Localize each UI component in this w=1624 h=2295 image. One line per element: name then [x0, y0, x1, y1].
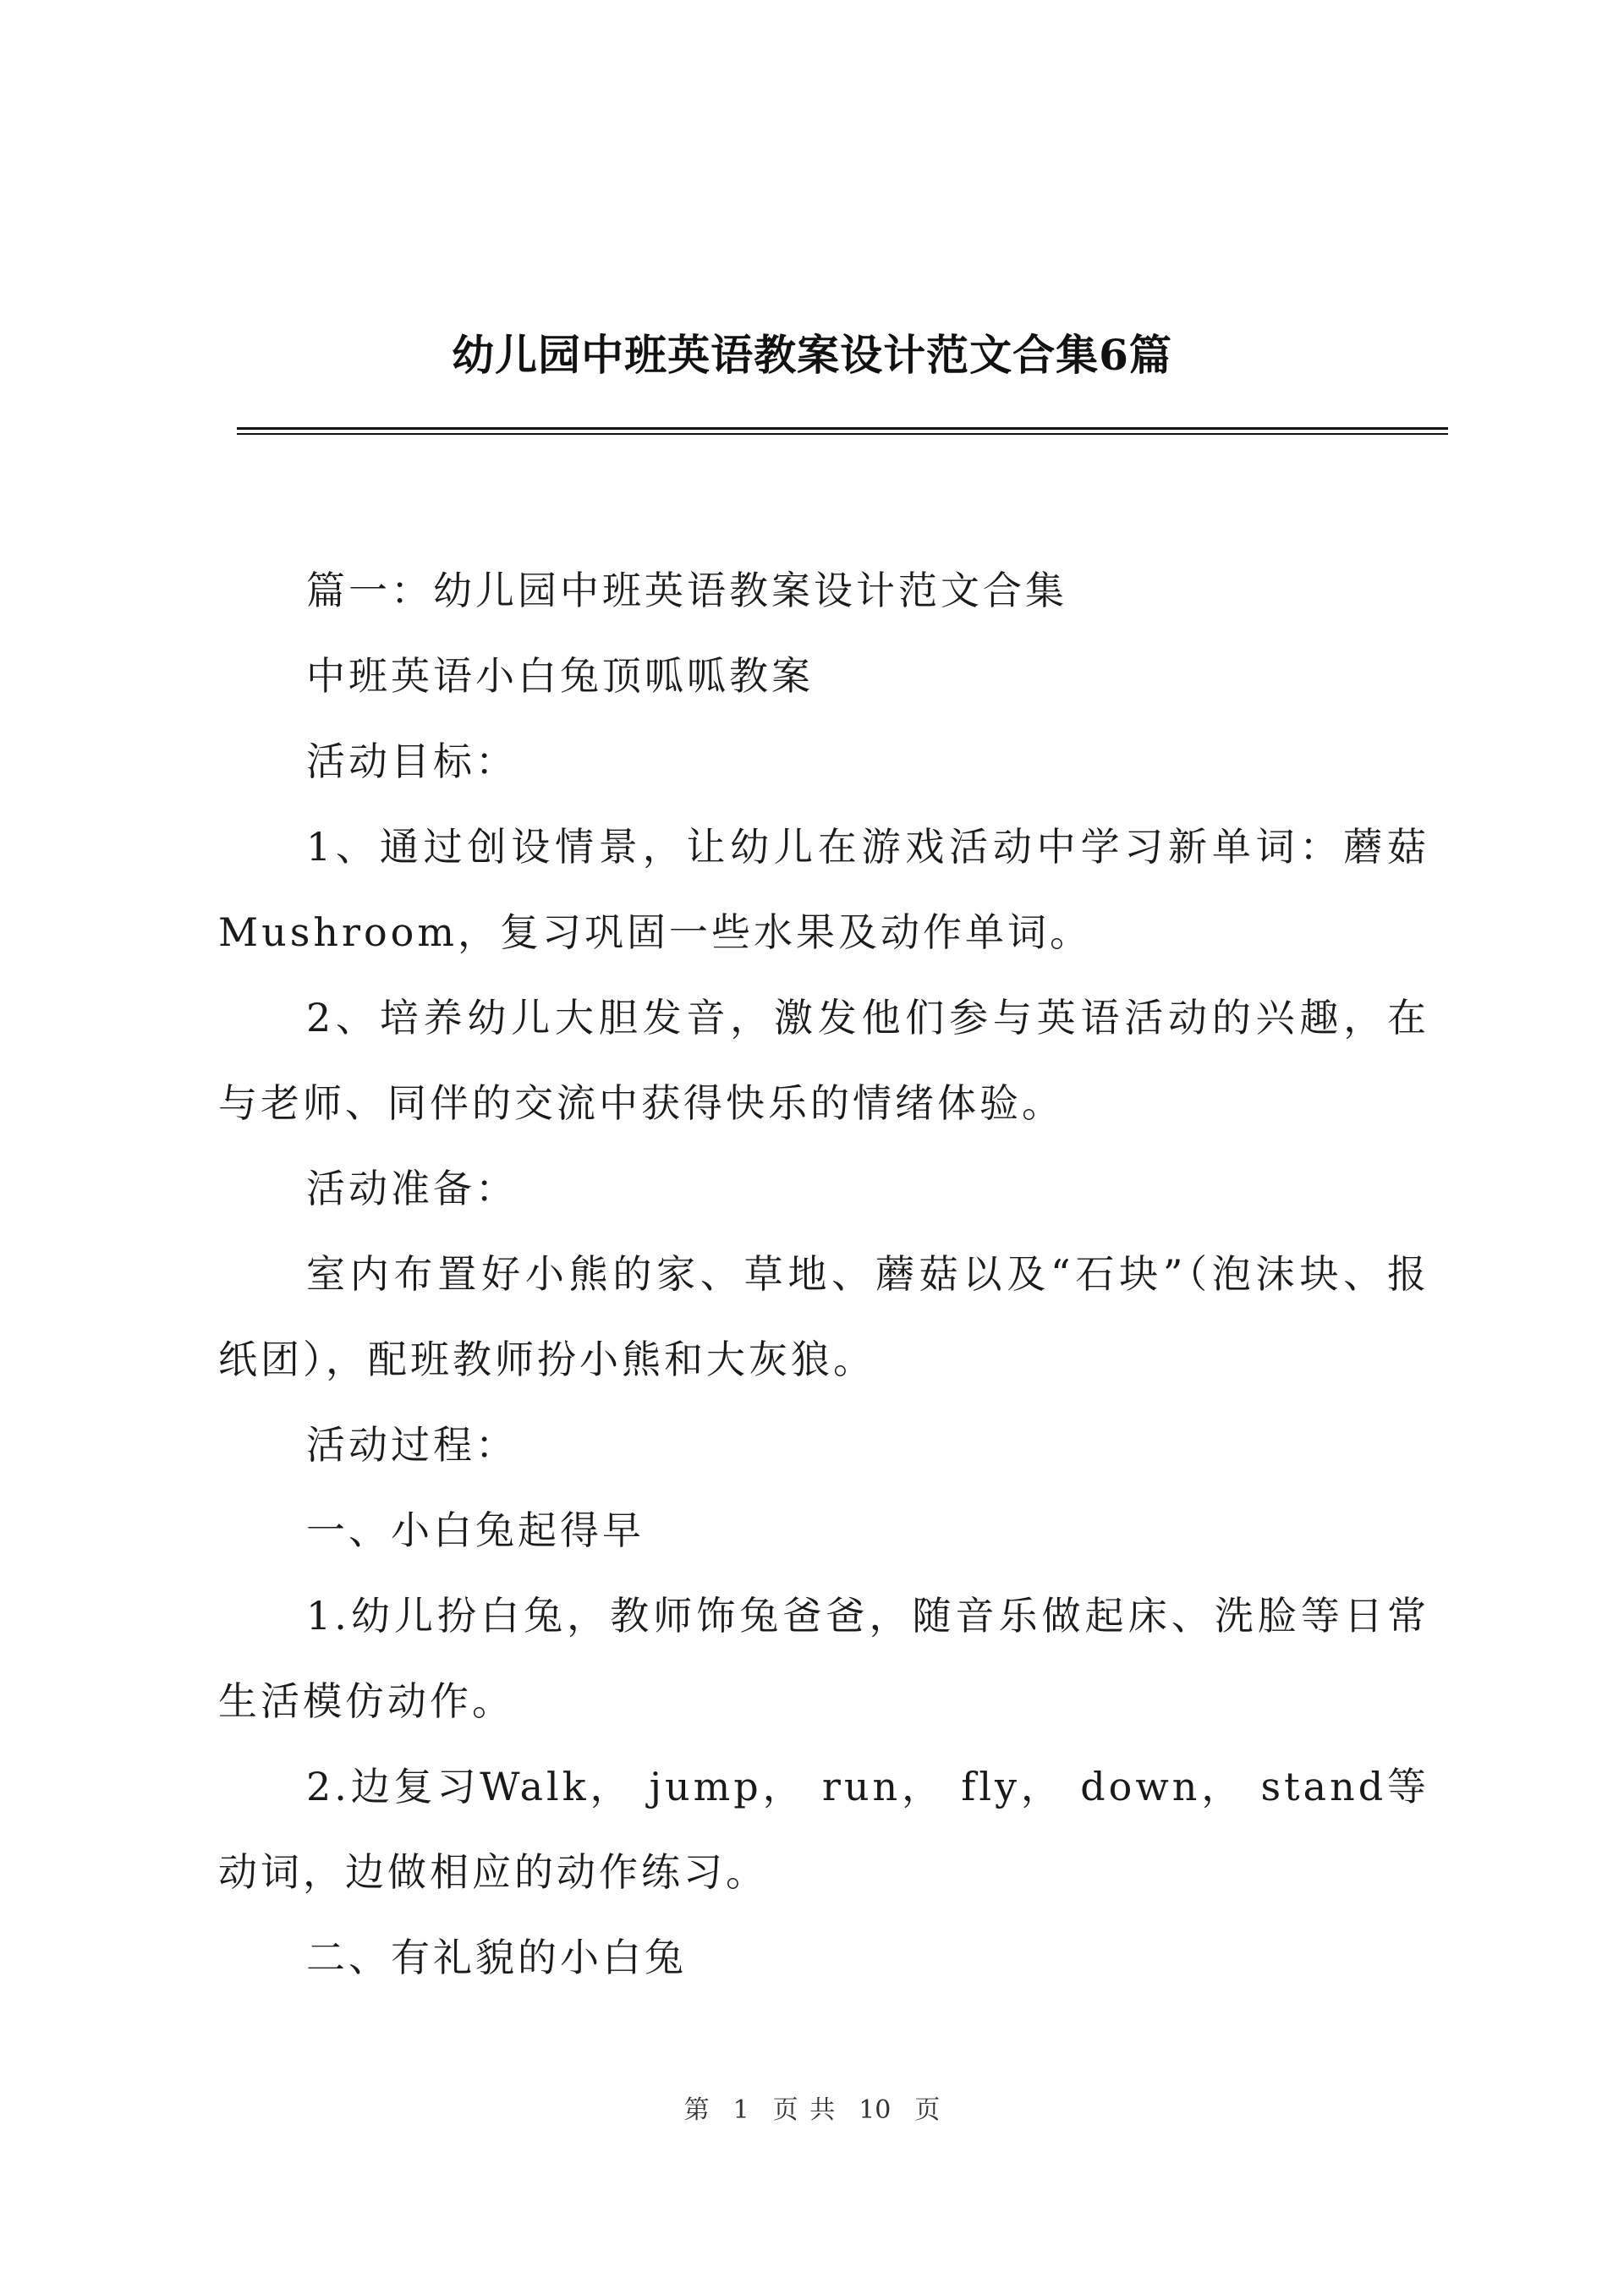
footer-suffix: 页	[914, 2095, 941, 2125]
footer-middle: 页 共	[772, 2095, 836, 2125]
footer-page-number: 1	[732, 2095, 749, 2125]
paragraph-preparation-heading: 活动准备：	[306, 1166, 518, 1211]
page-footer	[0, 2094, 1624, 2128]
title-double-rule	[237, 427, 1448, 435]
document-body	[218, 548, 1429, 2001]
paragraph-goals-heading: 活动目标：	[306, 738, 518, 784]
document-title: 幼儿园中班英语教案设计范文合集6篇	[452, 330, 1172, 380]
footer-prefix: 第	[683, 2095, 710, 2125]
paragraph-step-2: 2.边复习Walk， jump， run， fly， down， stand等动词，边做相应的动作练习。	[218, 1764, 1429, 1895]
paragraph-section-heading: 篇一：幼儿园中班英语教案设计范文合集	[306, 568, 1067, 613]
paragraph-lesson-title: 中班英语小白兔顶呱呱教案	[306, 653, 814, 699]
footer-total-pages: 10	[859, 2095, 892, 2125]
paragraph-part-2-heading: 二、有礼貌的小白兔	[306, 1935, 687, 1980]
paragraph-goal-1: 1、通过创设情景，让幼儿在游戏活动中学习新单词：蘑菇Mushroom，复习巩固一些水果及动作单词。	[218, 824, 1429, 955]
paragraph-part-1-heading: 一、小白兔起得早	[306, 1507, 645, 1553]
paragraph-goal-2: 2、培养幼儿大胆发音，激发他们参与英语活动的兴趣，在与老师、同伴的交流中获得快乐的情绪体验。	[218, 995, 1429, 1126]
paragraph-process-heading: 活动过程：	[306, 1422, 518, 1468]
paragraph-step-1: 1.幼儿扮白兔，教师饰兔爸爸，随音乐做起床、洗脸等日常生活模仿动作。	[218, 1593, 1429, 1724]
paragraph-preparation: 室内布置好小熊的家、草地、蘑菇以及“石块”（泡沫块、报纸团），配班教师扮小熊和大灰狼。	[218, 1251, 1429, 1382]
